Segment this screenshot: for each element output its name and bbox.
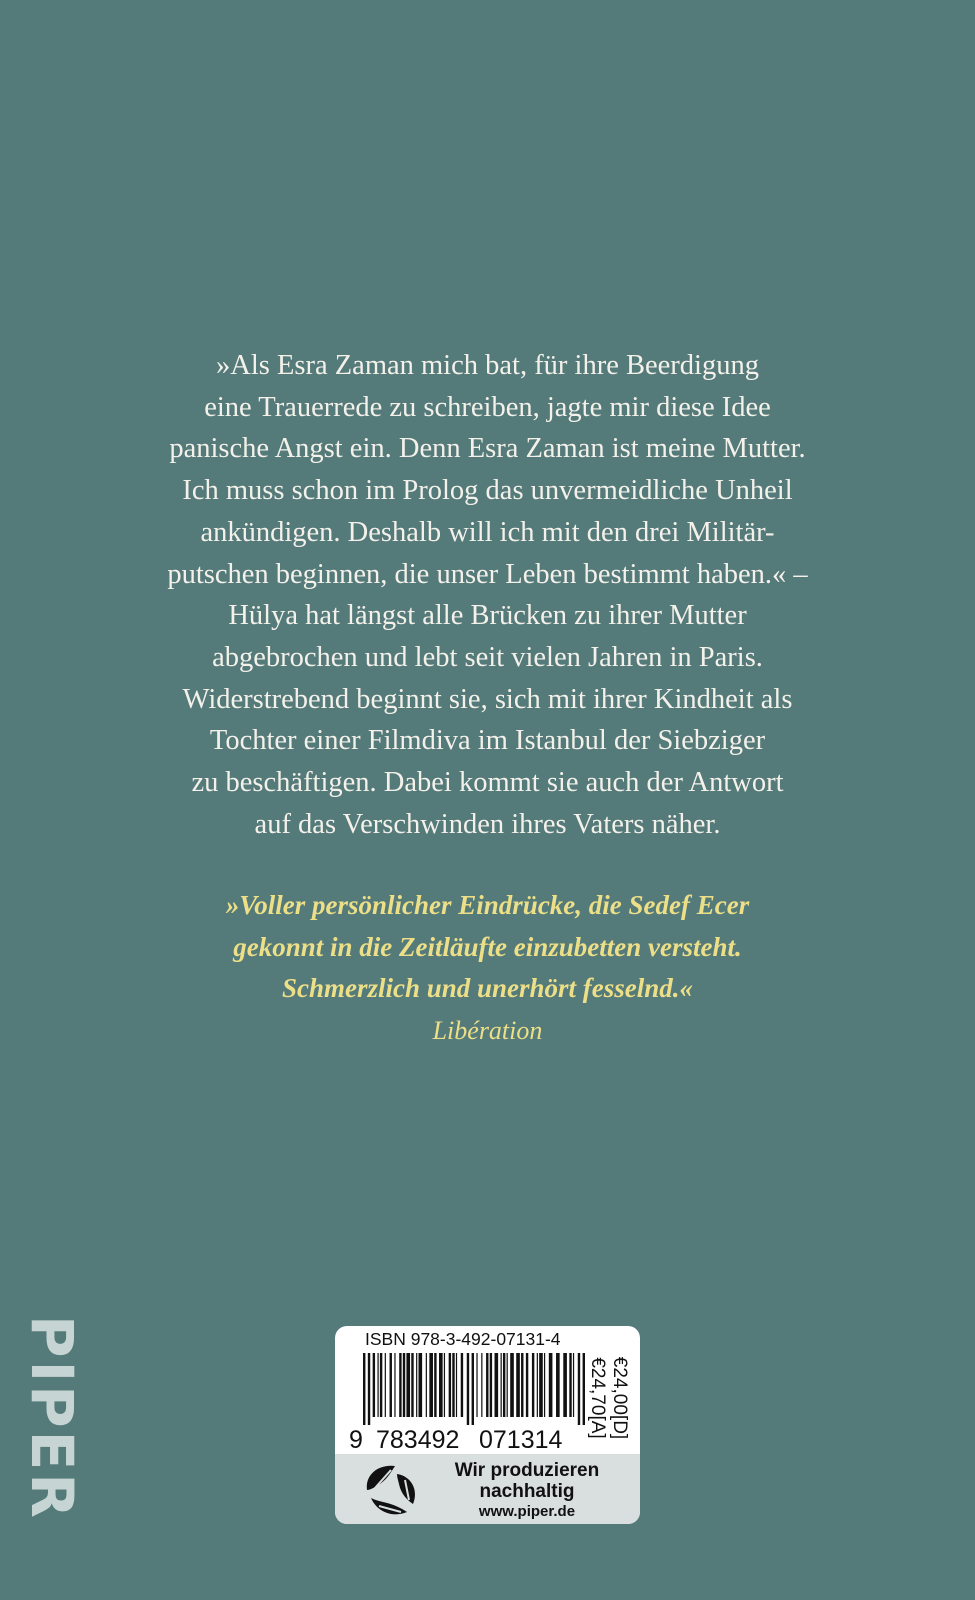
quote-line: Schmerzlich und unerhört fesselnd.« <box>281 973 694 1003</box>
blurb-line: ankündigen. Deshalb will ich mit den drei Militär- <box>200 516 775 548</box>
blurb-line: Widerstrebend beginnt sie, sich mit ihrer Kindheit als <box>182 683 793 715</box>
blurb-line: auf das Verschwinden ihres Vaters näher. <box>254 808 721 840</box>
publisher-logo: PIPER <box>18 1315 86 1521</box>
leaf-recycle-icon <box>361 1460 423 1520</box>
publisher-url: www.piper.de <box>478 1503 576 1520</box>
blurb-line: panische Angst ein. Denn Esra Zaman ist meine Mutter. <box>169 433 806 465</box>
blurb-text <box>120 345 855 845</box>
price-austria: €24,70[A] <box>587 1357 608 1439</box>
quote-source: Libération <box>432 1015 543 1045</box>
eco-line-1: Wir produzieren <box>454 1460 600 1481</box>
blurb-line: abgebrochen und lebt seit vielen Jahren in Paris. <box>212 641 763 673</box>
eco-line-2: nachhaltig <box>479 1481 575 1502</box>
barcode-digit-group: 783492 <box>376 1426 460 1454</box>
isbn-label: ISBN 978-3-492-07131-4 <box>365 1329 561 1349</box>
blurb-line: »Als Esra Zaman mich bat, für ihre Beerdigung <box>216 350 759 381</box>
blurb-line: eine Trauerrede zu schreiben, jagte mir diese Idee <box>204 391 771 423</box>
price-germany: €24,00[D] <box>609 1356 630 1440</box>
sustainability-panel <box>335 1454 640 1524</box>
blurb-line: Hülya hat längst alle Brücken zu ihrer Mutter <box>228 600 747 632</box>
quote-line: gekonnt in die Zeitläufte einzubetten versteht. <box>233 931 742 962</box>
press-quote <box>120 885 855 1052</box>
barcode-icon <box>363 1353 585 1425</box>
isbn-price-sticker <box>335 1326 640 1524</box>
blurb-line: Ich muss schon im Prolog das unvermeidliche Unheil <box>182 475 793 507</box>
blurb-line: zu beschäftigen. Dabei kommt sie auch der Antwort <box>191 767 784 799</box>
blurb-line: putschen beginnen, die unser Leben bestimmt haben.« – <box>167 558 808 590</box>
blurb-line: Tochter einer Filmdiva im Istanbul der Siebziger <box>209 725 766 757</box>
barcode-digit-group: 071314 <box>479 1426 563 1454</box>
quote-line: »Voller persönlicher Eindrücke, die Sedef Ecer <box>225 890 750 920</box>
barcode-digit-group: 9 <box>349 1426 363 1454</box>
price-block <box>583 1348 639 1450</box>
sustainability-text <box>427 1460 627 1522</box>
